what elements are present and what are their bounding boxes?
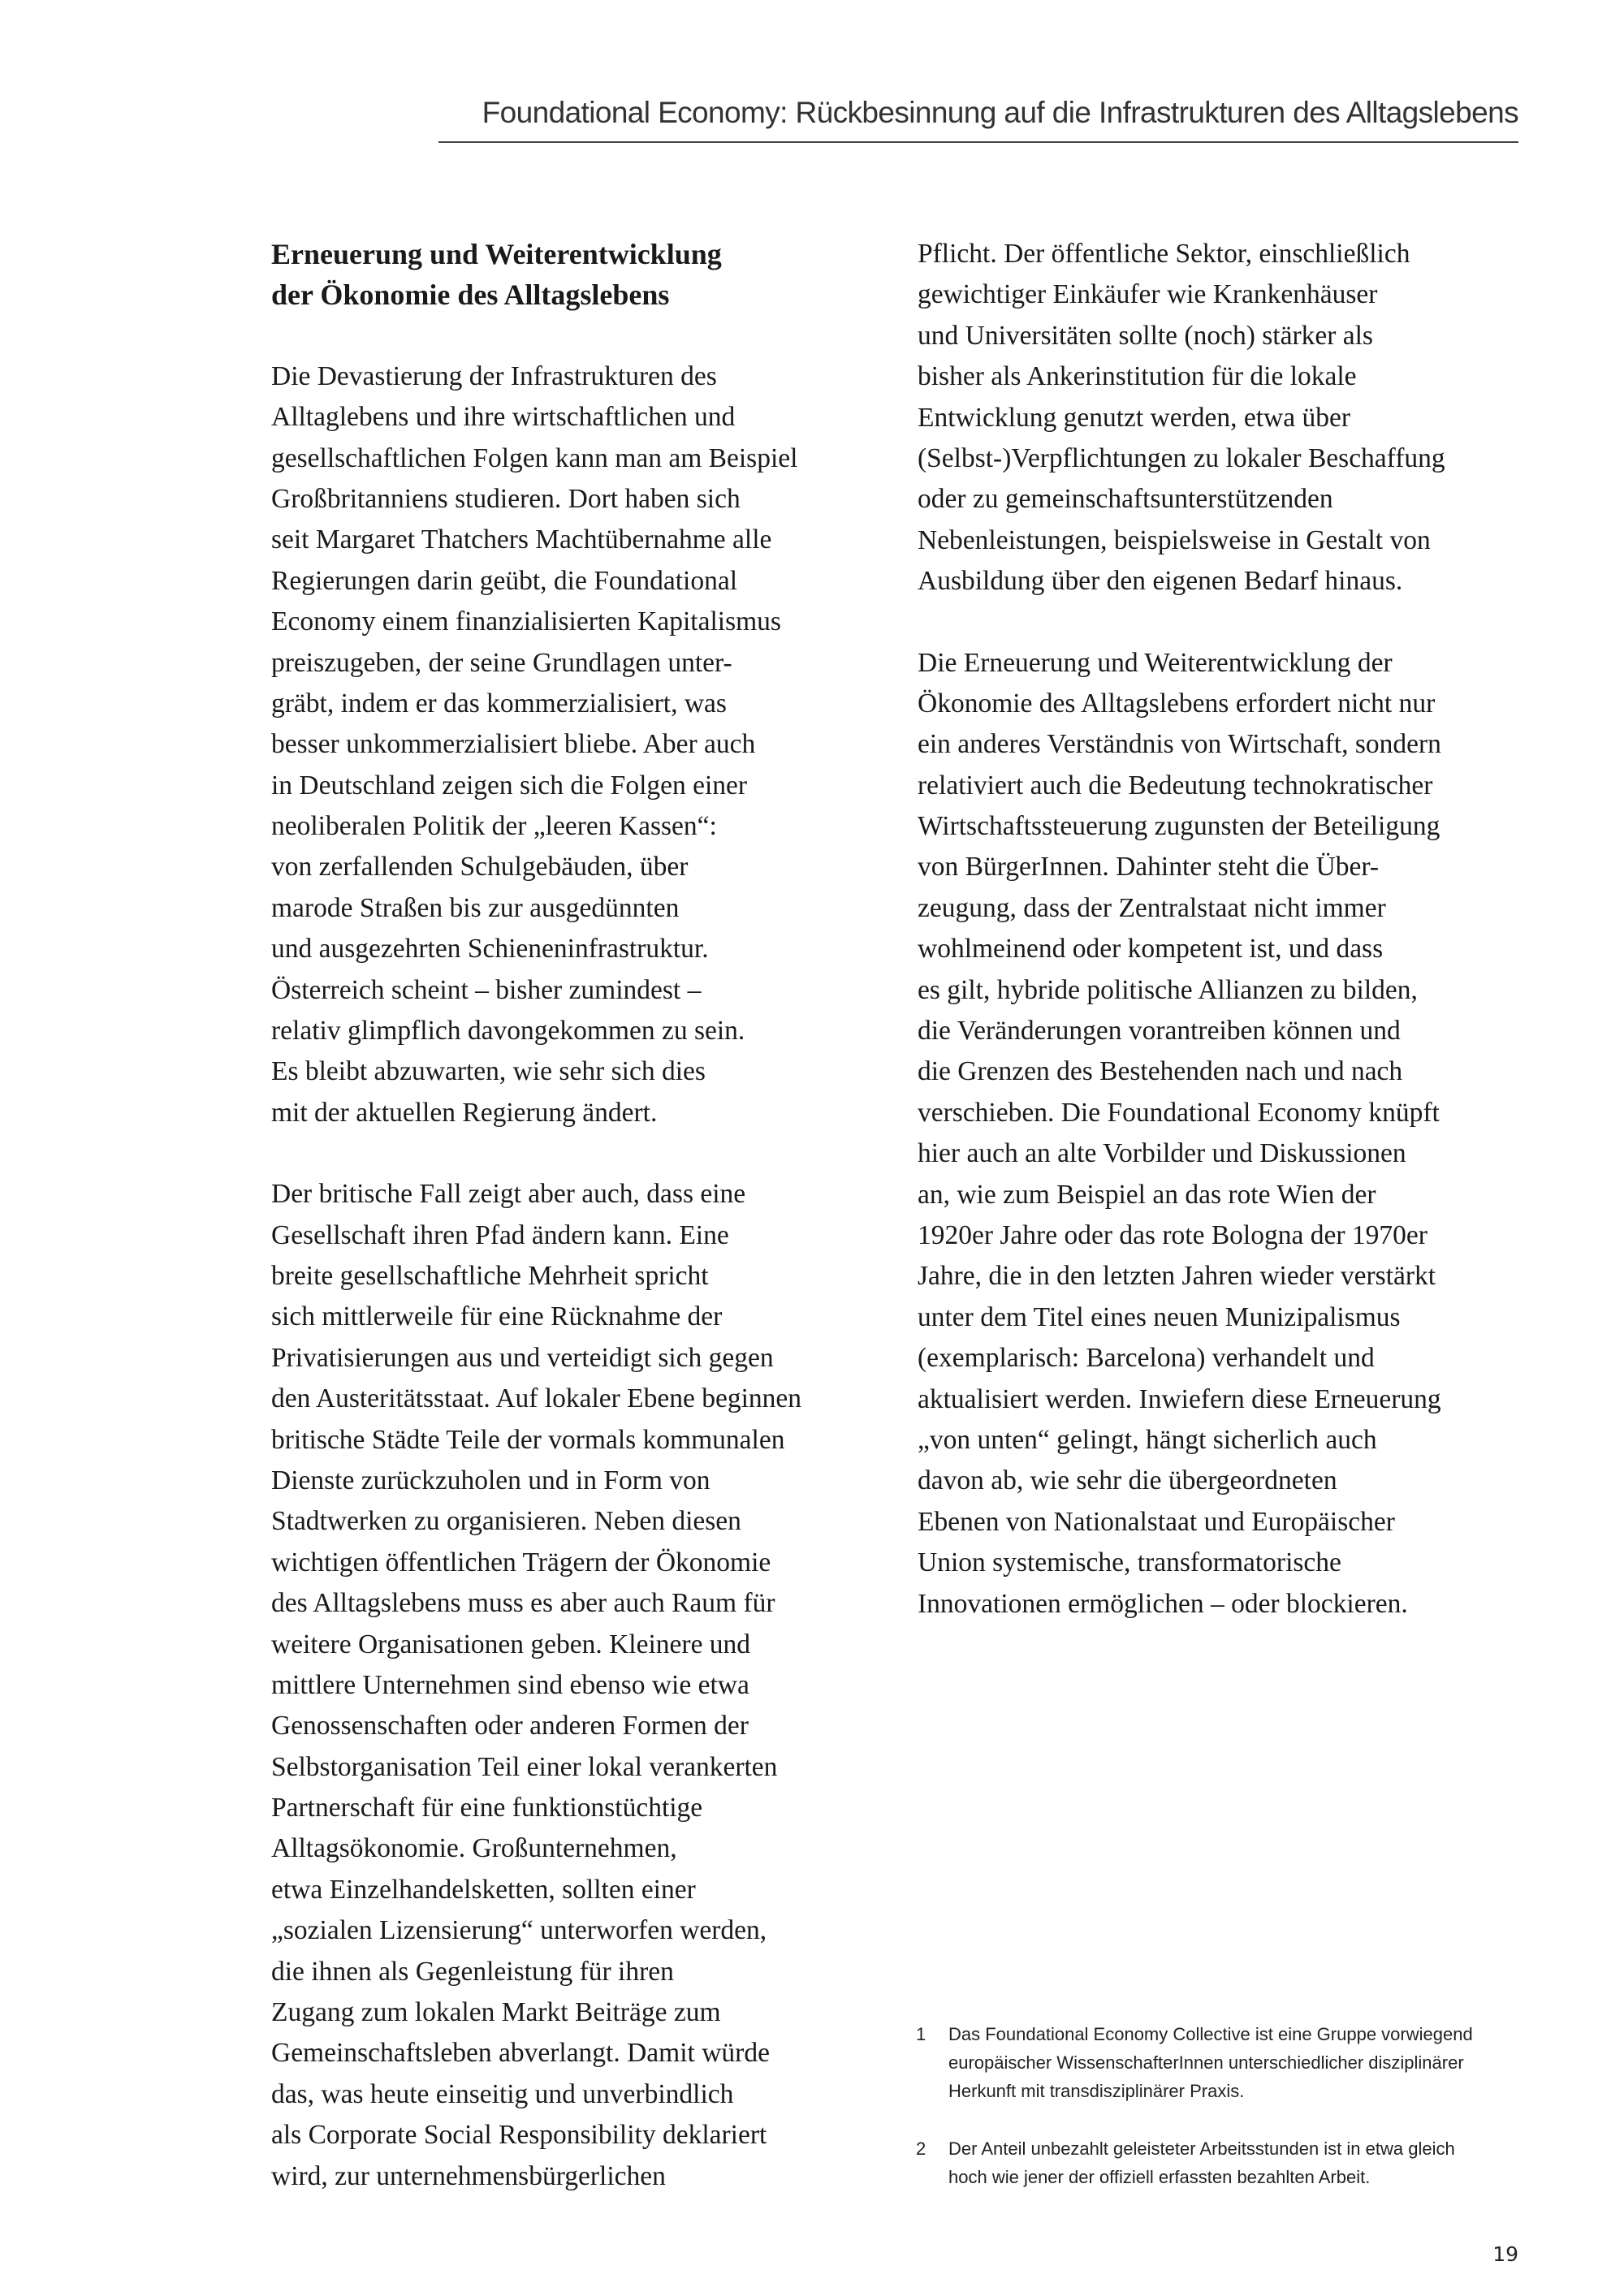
text-line: Gemeinschaftsleben abverlangt. Damit würde [271,2038,770,2069]
text-line: von zerfallenden Schulgebäuden, über [271,852,689,883]
text-line: Partnerschaft für eine funktionstüchtige [271,1793,703,1823]
text-line: Entwicklung genutzt werden, etwa über [918,402,1351,433]
footnotes [916,2020,1533,2220]
text-line: mittlere Unternehmen sind ebenso wie etwa [271,1669,749,1700]
text-line: sich mittlerweile für eine Rücknahme der [271,1301,723,1332]
text-line: ein anderes Verständnis von Wirtschaft, sondern [918,729,1441,760]
text-line: Österreich scheint – bisher zumindest – [271,974,702,1005]
page-number: 19 [1492,2242,1518,2266]
text-line: Wirtschaftssteuerung zugunsten der Beteiligung [918,811,1440,842]
footnote-number: 1 [916,2024,926,2044]
text-line: verschieben. Die Foundational Economy knüpft [918,1097,1440,1128]
text-line: wichtigen öffentlichen Trägern der Ökonomie [271,1547,771,1577]
footnote [916,2134,1533,2191]
running-head: Foundational Economy: Rückbesinnung auf die Infrastrukturen des Alltagslebens [482,96,1518,129]
text-line: Stadtwerken zu organisieren. Neben diesen [271,1506,741,1537]
section-heading [271,234,921,316]
text-line: weitere Organisationen geben. Kleinere und [271,1629,751,1659]
text-line: an, wie zum Beispiel an das rote Wien der [918,1179,1376,1210]
text-line: von BürgerInnen. Dahinter steht die Über- [918,852,1380,883]
text-line: relativ glimpflich davongekommen zu sein. [271,1016,745,1047]
footnote-line: Das Foundational Economy Collective ist eine Gruppe vorwiegend [948,2024,1473,2044]
text-line: 1920er Jahre oder das rote Bologna der 1970er [918,1219,1427,1250]
footnote [916,2020,1533,2105]
text-line: als Corporate Social Responsibility deklariert [271,2120,767,2151]
text-line: Genossenschaften oder anderen Formen der [271,1711,749,1741]
paragraph [271,1174,921,2197]
text-line: Der britische Fall zeigt aber auch, dass eine [271,1179,746,1210]
text-line: Ebenen von Nationalstaat und Europäischer [918,1506,1395,1537]
text-line: (Selbst-)Verpflichtungen zu lokaler Beschaffung [918,442,1445,473]
text-line: Großbritanniens studieren. Dort haben sich [271,483,741,514]
text-line: bisher als Ankerinstitution für die lokale [918,361,1357,392]
footnote-line: europäischer WissenschafterInnen unterschiedlicher disziplinärer [948,2052,1464,2073]
left-column [271,234,921,2197]
text-line: Dienste zurückzuholen und in Form von [271,1465,710,1495]
text-line: gewichtiger Einkäufer wie Krankenhäuser [918,279,1378,310]
text-line: mit der aktuellen Regierung ändert. [271,1097,658,1128]
text-line: gesellschaftlichen Folgen kann man am Beispiel [271,442,798,473]
text-line: Jahre, die in den letzten Jahren wieder verstärkt [918,1261,1436,1292]
footnote-line: hoch wie jener der offiziell erfassten bezahlten Arbeit. [948,2167,1371,2187]
text-line: (exemplarisch: Barcelona) verhandelt und [918,1343,1375,1374]
text-line: aktualisiert werden. Inwiefern diese Erneuerung [918,1383,1441,1414]
text-line: Alltaglebens und ihre wirtschaftlichen und [271,402,736,433]
text-line: hier auch an alte Vorbilder und Diskussionen [918,1138,1406,1169]
text-line: zeugung, dass der Zentralstaat nicht immer [918,892,1386,923]
text-line: neoliberalen Politik der „leeren Kassen“: [271,811,717,842]
text-line: die Veränderungen vorantreiben können und [918,1016,1401,1047]
text-line: oder zu gemeinschaftsunterstützenden [918,484,1333,515]
text-line: Economy einem finanzialisierten Kapitalismus [271,606,781,637]
text-line: davon ab, wie sehr die übergeordneten [918,1465,1337,1496]
footnote-line: Herkunft mit transdisziplinärer Praxis. [948,2081,1245,2101]
right-column [918,234,1567,1625]
text-line: Alltagsökonomie. Großunternehmen, [271,1833,677,1864]
text-line: Ökonomie des Alltagslebens erfordert nicht nur [918,688,1436,719]
text-line: Selbstorganisation Teil einer lokal verankerten [271,1751,778,1782]
text-line: Nebenleistungen, beispielsweise in Gestalt von [918,524,1431,555]
footnote-line: Der Anteil unbezahlt geleisteter Arbeitsstunden ist in etwa gleich [948,2138,1455,2159]
text-line: Privatisierungen aus und verteidigt sich gegen [271,1342,774,1373]
text-line: den Austeritätsstaat. Auf lokaler Ebene beginnen [271,1383,802,1414]
text-line: Union systemische, transformatorische [918,1547,1341,1578]
paragraph [918,643,1567,1625]
text-line: seit Margaret Thatchers Machtübernahme alle [271,524,772,555]
paragraph [271,356,921,1133]
header-rule [438,141,1518,143]
text-line: „sozialen Lizensierung“ unterworfen werden, [271,1915,767,1946]
text-line: es gilt, hybride politische Allianzen zu bilden, [918,974,1418,1005]
text-line: Innovationen ermöglichen – oder blockieren. [918,1588,1408,1619]
text-line: britische Städte Teile der vormals kommunalen [271,1424,785,1455]
text-line: Regierungen darin geübt, die Foundational [271,565,738,596]
text-line: Die Devastierung der Infrastrukturen des [271,360,717,391]
text-line: wird, zur unternehmensbürgerlichen [271,2160,666,2191]
text-line: Es bleibt abzuwarten, wie sehr sich dies [271,1056,706,1087]
left-paragraphs [271,356,921,2197]
text-line: etwa Einzelhandelsketten, sollten einer [271,1874,696,1905]
text-line: und Universitäten sollte (noch) stärker als [918,320,1373,351]
text-line: Ausbildung über den eigenen Bedarf hinaus. [918,566,1403,597]
heading-line: Erneuerung und Weiterentwicklung [271,238,722,270]
text-line: das, was heute einseitig und unverbindlich [271,2078,734,2109]
text-line: unter dem Titel eines neuen Munizipalismus [918,1301,1401,1332]
text-line: besser unkommerzialisiert bliebe. Aber auch [271,729,756,760]
text-line: marode Straßen bis zur ausgedünnten [271,892,680,923]
text-line: breite gesellschaftliche Mehrheit spricht [271,1260,709,1291]
text-line: Die Erneuerung und Weiterentwicklung der [918,647,1393,678]
text-line: Zugang zum lokalen Markt Beiträge zum [271,1997,721,2028]
text-line: „von unten“ gelingt, hängt sicherlich auch [918,1424,1377,1455]
text-line: relativiert auch die Bedeutung technokratischer [918,770,1433,801]
footnote-number: 2 [916,2138,926,2159]
text-line: Pflicht. Der öffentliche Sektor, einschließlich [918,239,1410,269]
text-line: des Alltagslebens muss es aber auch Raum für [271,1588,775,1619]
text-line: in Deutschland zeigen sich die Folgen einer [271,770,748,801]
right-paragraphs [918,234,1567,1625]
text-line: preiszugeben, der seine Grundlagen unter- [271,647,732,678]
text-line: die Grenzen des Bestehenden nach und nach [918,1056,1403,1087]
text-line: Gesellschaft ihren Pfad ändern kann. Eine [271,1219,729,1250]
text-line: und ausgezehrten Schieneninfrastruktur. [271,934,709,965]
text-line: wohlmeinend oder kompetent ist, und dass [918,934,1384,965]
heading-line: der Ökonomie des Alltagslebens [271,278,670,312]
text-line: gräbt, indem er das kommerzialisiert, was [271,688,727,719]
text-line: die ihnen als Gegenleistung für ihren [271,1956,674,1987]
paragraph [918,234,1567,602]
